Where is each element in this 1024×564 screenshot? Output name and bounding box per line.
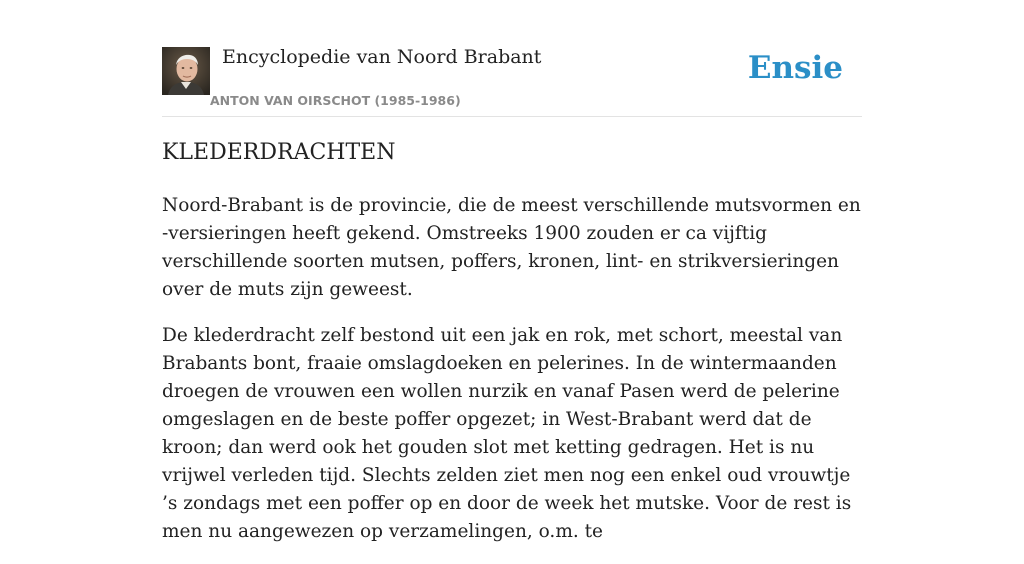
author-photo-icon <box>162 47 210 95</box>
article-paragraph: Noord-Brabant is de provincie, die de meest verschillende mutsvormen en -versieringen heeft gekend. Omstreeks 1900 zouden er ca vijftig verschillende soorten mutsen, poffers, kronen, lint- en strikversieringen over de muts zijn geweest. <box>162 195 861 300</box>
book-title-link[interactable]: Encyclopedie van Noord Brabant <box>222 46 542 68</box>
book-header <box>162 46 862 117</box>
article-paragraph: De klederdracht zelf bestond uit een jak en rok, met schort, meestal van Brabants bont, fraaie omslagdoeken en pelerines. In de wintermaanden droegen de vrouwen een wollen nurzik en vanaf Pasen werd de pelerine omgeslagen en de beste poffer opgezet; in West-Brabant werd dat de kroon; dan werd ook het gouden slot met ketting gedragen. Het is nu vrijwel verleden tijd. Slechts zelden ziet men nog een enkel oud vrouwtje ’s zondags met een poffer op en door de week het mutske. Voor de rest is men nu aangewezen op verzamelingen, o.m. te <box>162 325 852 542</box>
article-body <box>162 192 867 564</box>
author-avatar[interactable] <box>162 47 210 95</box>
ensie-logo[interactable]: Ensie <box>747 50 843 86</box>
article-title: KLEDERDRACHTEN <box>162 140 396 165</box>
author-name[interactable]: ANTON VAN OIRSCHOT (1985-1986) <box>210 93 461 108</box>
